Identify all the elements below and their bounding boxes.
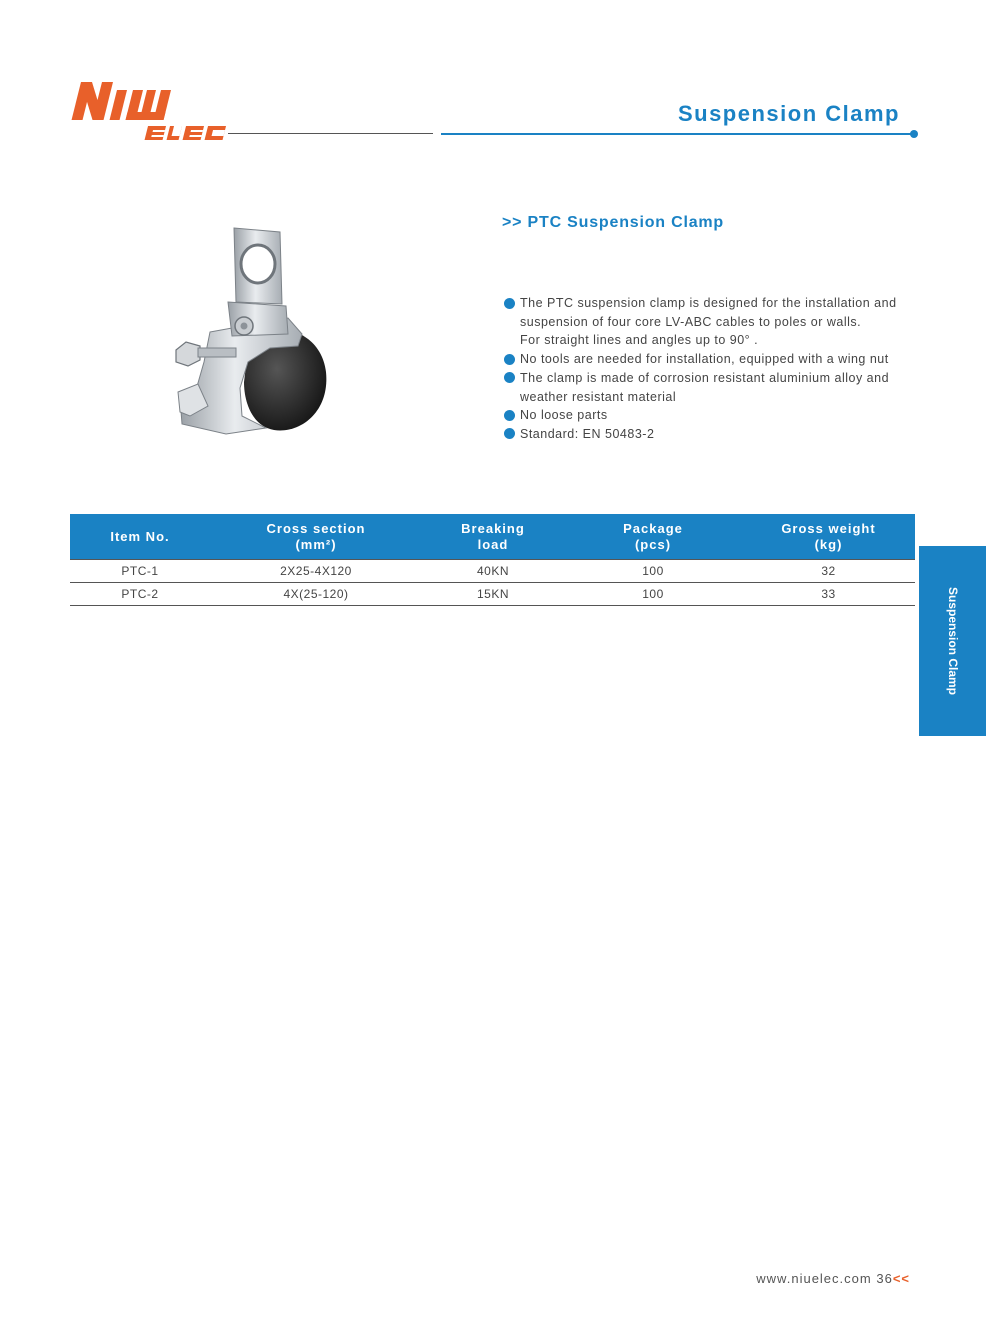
spec-table [70,514,915,606]
bullet-icon [504,298,515,309]
brand-logo [68,78,228,144]
suspension-clamp-photo [170,222,340,447]
feature-line: Standard: EN 50483-2 [520,426,655,441]
feature-list [504,294,924,444]
table-header-row [70,514,915,560]
product-heading: >> PTC Suspension Clamp [502,214,725,231]
page-number: 36 [876,1271,893,1286]
column-header: Breaking load [422,514,564,560]
feature-line: suspension of four core LV-ABC cables to poles or walls. [520,314,862,329]
table-cell: PTC-1 [70,560,210,583]
column-header: Cross section (mm²) [210,514,422,560]
table-cell: 33 [742,583,915,606]
bullet-icon [504,372,515,383]
header-rule-dot [910,130,918,138]
table-row [70,583,915,606]
table-cell: 4X(25-120) [210,583,422,606]
feature-line: The PTC suspension clamp is designed for the installation and [520,296,897,310]
table-cell: PTC-2 [70,583,210,606]
feature-item [504,350,924,369]
side-section-tab [919,546,986,736]
page-title: Suspension Clamp [677,101,900,126]
feature-line: The clamp is made of corrosion resistant aluminium alloy and [520,370,890,385]
table-row [70,560,915,583]
page-footer [756,1271,910,1286]
bullet-icon [504,354,515,365]
table-cell: 100 [564,560,742,583]
column-header: Item No. [70,514,210,560]
feature-line: No tools are needed for installation, equipped with a wing nut [520,352,889,367]
table-cell: 32 [742,560,915,583]
page-arrows: << [892,1271,910,1286]
table-cell: 100 [564,583,742,606]
side-tab-label: Suspension Clamp [945,586,960,696]
bullet-icon [504,410,515,421]
table-cell: 15KN [422,583,564,606]
feature-line: weather resistant material [520,389,677,404]
feature-item [504,425,924,444]
feature-item [504,369,924,406]
feature-item [504,406,924,425]
table-cell: 40KN [422,560,564,583]
header-rule-right [441,133,914,135]
bullet-icon [504,428,515,439]
table-cell: 2X25-4X120 [210,560,422,583]
feature-line: No loose parts [520,408,608,423]
feature-line: For straight lines and angles up to 90° . [520,333,759,348]
column-header: Gross weight (kg) [742,514,915,560]
website-url: www.niuelec.com [756,1271,872,1286]
feature-item [504,294,924,350]
header-rule-left [228,133,433,134]
column-header: Package (pcs) [564,514,742,560]
